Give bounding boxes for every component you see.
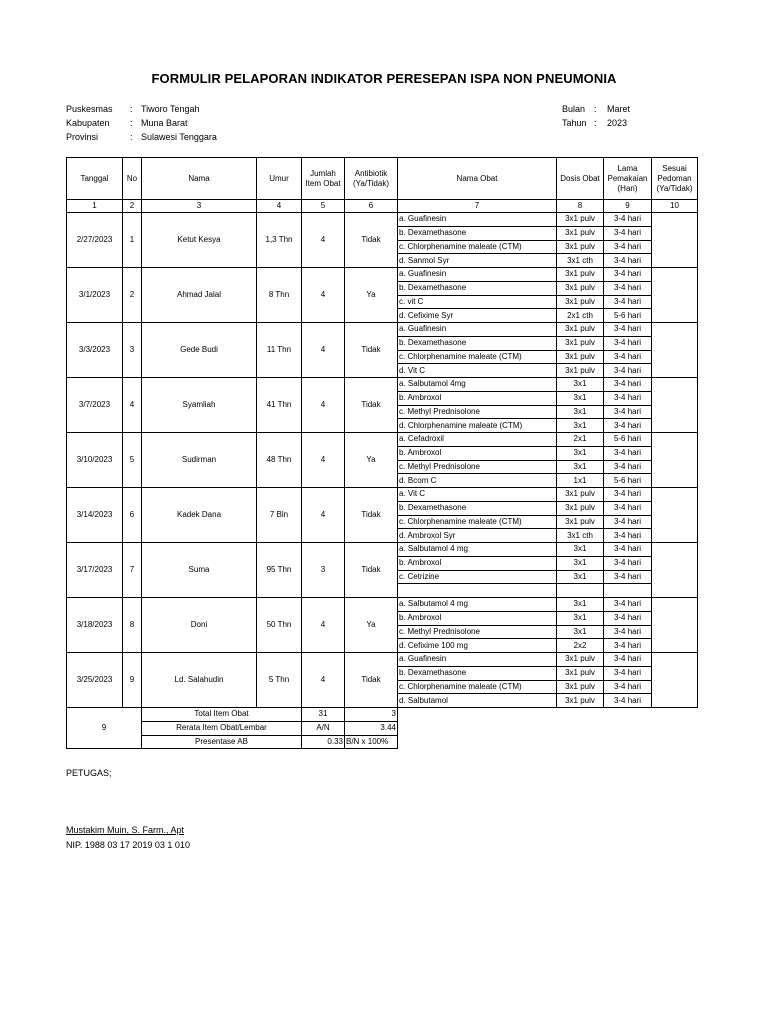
cell-lama-pemakaian: 3-4 hari <box>604 694 652 708</box>
info-left-separators <box>130 102 138 144</box>
info-right-labels <box>562 102 592 130</box>
cell-nama-obat: d. Vit C <box>398 364 557 378</box>
cell-nama-obat: c. vit C <box>398 295 557 309</box>
cell-dosis-obat: 3x1 <box>557 460 604 474</box>
info-left-values <box>141 102 341 144</box>
col-header-lama-pemakaian: Lama Pemakaian (Hari) <box>604 158 652 200</box>
cell-no: 1 <box>123 213 142 268</box>
col-header-sesuai-pedoman: Sesuai Pedoman (Ya/Tidak) <box>652 158 698 200</box>
cell-jumlah-item-obat: 4 <box>302 653 345 708</box>
cell-nama-obat: a. Guafinesin <box>398 268 557 282</box>
cell-lama-pemakaian: 3-4 hari <box>604 515 652 529</box>
cell-umur: 5 Thn <box>257 653 302 708</box>
report-title: FORMULIR PELAPORAN INDIKATOR PERESEPAN ISPA NON PNEUMONIA <box>151 71 617 86</box>
cell-nama-obat: d. Salbutamol <box>398 694 557 708</box>
table-row <box>67 543 698 557</box>
cell-nama-obat: b. Dexamethasone <box>398 281 557 295</box>
col-number: 6 <box>345 200 398 213</box>
table-row <box>67 598 698 612</box>
cell-dosis-obat: 3x1 <box>557 378 604 392</box>
cell-lama-pemakaian: 3-4 hari <box>604 543 652 557</box>
cell-nama-obat: d. Chlorphenamine maleate (CTM) <box>398 419 557 433</box>
cell-nama-obat: b. Dexamethasone <box>398 666 557 680</box>
cell-nama-obat: a. Cefadroxil <box>398 433 557 447</box>
info-value-puskesmas: Tiworo Tengah <box>141 104 200 114</box>
summary-rerata-formula: A/N <box>302 721 345 735</box>
cell-sesuai-pedoman <box>652 323 698 378</box>
cell-lama-pemakaian <box>604 584 652 598</box>
cell-tanggal: 3/18/2023 <box>67 598 123 653</box>
cell-lama-pemakaian: 3-4 hari <box>604 446 652 460</box>
cell-dosis-obat: 1x1 <box>557 474 604 488</box>
cell-umur: 8 Thn <box>257 268 302 323</box>
cell-dosis-obat: 3x1 pulv <box>557 488 604 502</box>
cell-nama: Ld. Salahudin <box>142 653 257 708</box>
cell-nama-obat: a. Vit C <box>398 488 557 502</box>
cell-jumlah-item-obat: 4 <box>302 213 345 268</box>
cell-lama-pemakaian: 5-6 hari <box>604 309 652 323</box>
cell-jumlah-item-obat: 4 <box>302 323 345 378</box>
cell-jumlah-item-obat: 3 <box>302 543 345 598</box>
col-number: 8 <box>557 200 604 213</box>
cell-lama-pemakaian: 3-4 hari <box>604 488 652 502</box>
col-number: 7 <box>398 200 557 213</box>
table-header-row <box>67 158 698 200</box>
cell-nama: Syamliah <box>142 378 257 433</box>
col-number: 1 <box>67 200 123 213</box>
cell-antibiotik: Ya <box>345 433 398 488</box>
cell-dosis-obat: 2x1 cth <box>557 309 604 323</box>
info-sep: : <box>130 104 133 114</box>
table-row <box>67 213 698 227</box>
cell-lama-pemakaian: 3-4 hari <box>604 611 652 625</box>
cell-lama-pemakaian: 3-4 hari <box>604 419 652 433</box>
cell-antibiotik: Tidak <box>345 488 398 543</box>
cell-nama-obat: c. Chlorphenamine maleate (CTM) <box>398 350 557 364</box>
cell-dosis-obat: 3x1 <box>557 570 604 584</box>
cell-nama-obat: b. Dexamethasone <box>398 501 557 515</box>
summary-row-presentase <box>67 735 698 749</box>
col-header-nama: Nama <box>142 158 257 200</box>
col-number: 9 <box>604 200 652 213</box>
summary-row-total <box>67 708 698 722</box>
info-value-kabupaten: Muna Barat <box>141 118 188 128</box>
cell-lama-pemakaian: 3-4 hari <box>604 405 652 419</box>
cell-dosis-obat: 3x1 <box>557 556 604 570</box>
cell-lama-pemakaian: 3-4 hari <box>604 364 652 378</box>
col-header-antibiotik: Antibiotik (Ya/Tidak) <box>345 158 398 200</box>
cell-dosis-obat: 3x1 pulv <box>557 694 604 708</box>
cell-tanggal: 3/10/2023 <box>67 433 123 488</box>
cell-jumlah-item-obat: 4 <box>302 433 345 488</box>
cell-dosis-obat: 3x1 pulv <box>557 364 604 378</box>
cell-no: 4 <box>123 378 142 433</box>
table-row <box>67 433 698 447</box>
cell-nama-obat: b. Ambroxol <box>398 556 557 570</box>
summary-rerata-value: 3.44 <box>345 721 398 735</box>
info-right-values <box>607 102 667 130</box>
cell-umur: 48 Thn <box>257 433 302 488</box>
col-header-nama-obat: Nama Obat <box>398 158 557 200</box>
cell-sesuai-pedoman <box>652 653 698 708</box>
cell-nama-obat <box>398 584 557 598</box>
info-right-separators <box>594 102 602 130</box>
cell-lama-pemakaian: 3-4 hari <box>604 556 652 570</box>
cell-lama-pemakaian: 3-4 hari <box>604 653 652 667</box>
info-sep: : <box>130 118 133 128</box>
cell-nama-obat: a. Salbutamol 4 mg <box>398 598 557 612</box>
cell-nama-obat: c. Methyl Prednisolone <box>398 625 557 639</box>
cell-dosis-obat: 3x1 pulv <box>557 323 604 337</box>
cell-lama-pemakaian: 3-4 hari <box>604 213 652 227</box>
col-number: 10 <box>652 200 698 213</box>
cell-nama-obat: b. Dexamethasone <box>398 226 557 240</box>
cell-lama-pemakaian: 3-4 hari <box>604 323 652 337</box>
cell-nama-obat: b. Ambroxol <box>398 446 557 460</box>
cell-sesuai-pedoman <box>652 378 698 433</box>
cell-nama-obat: d. Ambroxol Syr <box>398 529 557 543</box>
cell-lama-pemakaian: 3-4 hari <box>604 391 652 405</box>
cell-nama-obat: c. Methyl Prednisolone <box>398 405 557 419</box>
cell-lama-pemakaian: 3-4 hari <box>604 666 652 680</box>
info-sep: : <box>130 132 133 142</box>
cell-dosis-obat <box>557 584 604 598</box>
cell-dosis-obat: 3x1 pulv <box>557 268 604 282</box>
summary-presentase-value: 0.33 <box>302 735 345 749</box>
cell-dosis-obat: 3x1 <box>557 598 604 612</box>
cell-lama-pemakaian: 5-6 hari <box>604 474 652 488</box>
cell-no: 3 <box>123 323 142 378</box>
cell-dosis-obat: 3x1 pulv <box>557 281 604 295</box>
cell-nama: Ketut Kesya <box>142 213 257 268</box>
cell-no: 9 <box>123 653 142 708</box>
cell-tanggal: 3/7/2023 <box>67 378 123 433</box>
cell-nama-obat: c. Chlorphenamine maleate (CTM) <box>398 515 557 529</box>
info-label-tahun: Tahun <box>562 118 587 128</box>
cell-sesuai-pedoman <box>652 213 698 268</box>
cell-lama-pemakaian: 3-4 hari <box>604 254 652 268</box>
cell-tanggal: 3/1/2023 <box>67 268 123 323</box>
signatory-nip: NIP. 1988 03 17 2019 03 1 010 <box>66 840 190 850</box>
table-row <box>67 653 698 667</box>
cell-dosis-obat: 3x1 <box>557 625 604 639</box>
prescription-table <box>66 157 698 749</box>
table-row <box>67 488 698 502</box>
col-header-dosis-obat: Dosis Obat <box>557 158 604 200</box>
cell-dosis-obat: 3x1 pulv <box>557 213 604 227</box>
cell-dosis-obat: 3x1 <box>557 405 604 419</box>
cell-dosis-obat: 3x1 pulv <box>557 295 604 309</box>
cell-lama-pemakaian: 3-4 hari <box>604 226 652 240</box>
cell-dosis-obat: 3x1 <box>557 543 604 557</box>
cell-lama-pemakaian: 3-4 hari <box>604 240 652 254</box>
cell-sesuai-pedoman <box>652 268 698 323</box>
cell-jumlah-item-obat: 4 <box>302 488 345 543</box>
cell-lama-pemakaian: 3-4 hari <box>604 680 652 694</box>
cell-lama-pemakaian: 3-4 hari <box>604 529 652 543</box>
col-number: 5 <box>302 200 345 213</box>
column-number-row <box>67 200 698 213</box>
cell-nama-obat: c. Chlorphenamine maleate (CTM) <box>398 240 557 254</box>
cell-tanggal: 3/3/2023 <box>67 323 123 378</box>
col-header-no: No <box>123 158 142 200</box>
cell-nama-obat: a. Guafinesin <box>398 653 557 667</box>
info-label-puskesmas: Puskesmas <box>66 104 113 114</box>
cell-nama-obat: b. Ambroxol <box>398 611 557 625</box>
summary-total-value: 31 <box>302 708 345 722</box>
summary-presentase-formula: B/N x 100% <box>345 735 398 749</box>
cell-dosis-obat: 3x1 pulv <box>557 515 604 529</box>
info-sep: : <box>594 118 597 128</box>
cell-dosis-obat: 3x1 <box>557 419 604 433</box>
cell-jumlah-item-obat: 4 <box>302 598 345 653</box>
info-value-provinsi: Sulawesi Tenggara <box>141 132 217 142</box>
cell-dosis-obat: 3x1 cth <box>557 529 604 543</box>
table-row <box>67 268 698 282</box>
cell-lama-pemakaian: 3-4 hari <box>604 570 652 584</box>
cell-lama-pemakaian: 3-4 hari <box>604 336 652 350</box>
cell-dosis-obat: 2x2 <box>557 639 604 653</box>
cell-dosis-obat: 3x1 pulv <box>557 350 604 364</box>
info-label-kabupaten: Kabupaten <box>66 118 110 128</box>
summary-body <box>67 708 698 749</box>
col-header-umur: Umur <box>257 158 302 200</box>
summary-row-rerata <box>67 721 698 735</box>
col-header-tanggal: Tanggal <box>67 158 123 200</box>
cell-lama-pemakaian: 5-6 hari <box>604 433 652 447</box>
cell-nama-obat: a. Guafinesin <box>398 323 557 337</box>
cell-sesuai-pedoman <box>652 488 698 543</box>
cell-umur: 7 Bln <box>257 488 302 543</box>
summary-count: 9 <box>67 708 142 749</box>
cell-dosis-obat: 3x1 <box>557 391 604 405</box>
cell-jumlah-item-obat: 4 <box>302 268 345 323</box>
cell-dosis-obat: 2x1 <box>557 433 604 447</box>
cell-umur: 41 Thn <box>257 378 302 433</box>
cell-tanggal: 3/14/2023 <box>67 488 123 543</box>
cell-nama-obat: c. Cetrizine <box>398 570 557 584</box>
cell-lama-pemakaian: 3-4 hari <box>604 378 652 392</box>
summary-rerata-label: Rerata Item Obat/Lembar <box>142 721 302 735</box>
cell-nama: Ahmad Jalal <box>142 268 257 323</box>
col-number: 2 <box>123 200 142 213</box>
cell-lama-pemakaian: 3-4 hari <box>604 598 652 612</box>
cell-nama-obat: b. Ambroxol <box>398 391 557 405</box>
cell-nama-obat: d. Cefixime 100 mg <box>398 639 557 653</box>
cell-no: 6 <box>123 488 142 543</box>
cell-nama-obat: a. Guafinesin <box>398 213 557 227</box>
signatory-name: Mustakim Muin, S. Farm., Apt <box>66 825 185 835</box>
cell-nama: Kadek Dana <box>142 488 257 543</box>
cell-lama-pemakaian: 3-4 hari <box>604 268 652 282</box>
cell-antibiotik: Ya <box>345 598 398 653</box>
cell-dosis-obat: 3x1 pulv <box>557 226 604 240</box>
cell-nama-obat: c. Chlorphenamine maleate (CTM) <box>398 680 557 694</box>
cell-dosis-obat: 3x1 cth <box>557 254 604 268</box>
col-header-jumlah-item-obat: Jumlah Item Obat <box>302 158 345 200</box>
cell-dosis-obat: 3x1 <box>557 446 604 460</box>
table-body <box>67 213 698 708</box>
cell-nama: Suma <box>142 543 257 598</box>
cell-sesuai-pedoman <box>652 543 698 598</box>
cell-dosis-obat: 3x1 <box>557 611 604 625</box>
cell-antibiotik: Tidak <box>345 213 398 268</box>
cell-lama-pemakaian: 3-4 hari <box>604 295 652 309</box>
info-sep: : <box>594 104 597 114</box>
col-number: 3 <box>142 200 257 213</box>
cell-antibiotik: Tidak <box>345 653 398 708</box>
cell-dosis-obat: 3x1 pulv <box>557 240 604 254</box>
info-label-bulan: Bulan <box>562 104 586 114</box>
summary-presentase-label: Presentase AB <box>142 735 302 749</box>
cell-jumlah-item-obat: 4 <box>302 378 345 433</box>
cell-nama-obat: d. Cefixime Syr <box>398 309 557 323</box>
cell-lama-pemakaian: 3-4 hari <box>604 281 652 295</box>
cell-antibiotik: Tidak <box>345 378 398 433</box>
cell-dosis-obat: 3x1 pulv <box>557 653 604 667</box>
cell-tanggal: 3/17/2023 <box>67 543 123 598</box>
cell-dosis-obat: 3x1 pulv <box>557 501 604 515</box>
cell-dosis-obat: 3x1 pulv <box>557 336 604 350</box>
cell-umur: 95 Thn <box>257 543 302 598</box>
cell-nama-obat: a. Salbutamol 4 mg <box>398 543 557 557</box>
cell-nama-obat: b. Dexamethasone <box>398 336 557 350</box>
cell-nama-obat: d. Sanmol Syr <box>398 254 557 268</box>
info-label-provinsi: Provinsi <box>66 132 99 142</box>
cell-umur: 1,3 Thn <box>257 213 302 268</box>
info-value-bulan: Maret <box>607 104 631 114</box>
cell-no: 2 <box>123 268 142 323</box>
cell-nama: Sudirman <box>142 433 257 488</box>
cell-umur: 11 Thn <box>257 323 302 378</box>
cell-lama-pemakaian: 3-4 hari <box>604 501 652 515</box>
cell-tanggal: 3/25/2023 <box>67 653 123 708</box>
cell-antibiotik: Tidak <box>345 543 398 598</box>
table-row <box>67 323 698 337</box>
cell-nama: Doni <box>142 598 257 653</box>
summary-total-label: Total Item Obat <box>142 708 302 722</box>
cell-nama: Gede Budi <box>142 323 257 378</box>
info-value-tahun: 2023 <box>607 118 628 128</box>
cell-sesuai-pedoman <box>652 598 698 653</box>
info-left-labels <box>66 102 126 144</box>
cell-nama-obat: d. Bcom C <box>398 474 557 488</box>
cell-lama-pemakaian: 3-4 hari <box>604 460 652 474</box>
cell-dosis-obat: 3x1 pulv <box>557 666 604 680</box>
cell-nama-obat: a. Salbutamol 4mg <box>398 378 557 392</box>
cell-dosis-obat: 3x1 pulv <box>557 680 604 694</box>
cell-nama-obat: c. Methyl Prednisolone <box>398 460 557 474</box>
cell-umur: 50 Thn <box>257 598 302 653</box>
cell-tanggal: 2/27/2023 <box>67 213 123 268</box>
cell-lama-pemakaian: 3-4 hari <box>604 625 652 639</box>
cell-antibiotik: Ya <box>345 268 398 323</box>
cell-sesuai-pedoman <box>652 433 698 488</box>
cell-no: 8 <box>123 598 142 653</box>
petugas-label: PETUGAS; <box>66 768 112 778</box>
table-row <box>67 378 698 392</box>
cell-lama-pemakaian: 3-4 hari <box>604 639 652 653</box>
cell-lama-pemakaian: 3-4 hari <box>604 350 652 364</box>
summary-total-ab: 3 <box>345 708 398 722</box>
cell-no: 7 <box>123 543 142 598</box>
cell-antibiotik: Tidak <box>345 323 398 378</box>
cell-no: 5 <box>123 433 142 488</box>
col-number: 4 <box>257 200 302 213</box>
